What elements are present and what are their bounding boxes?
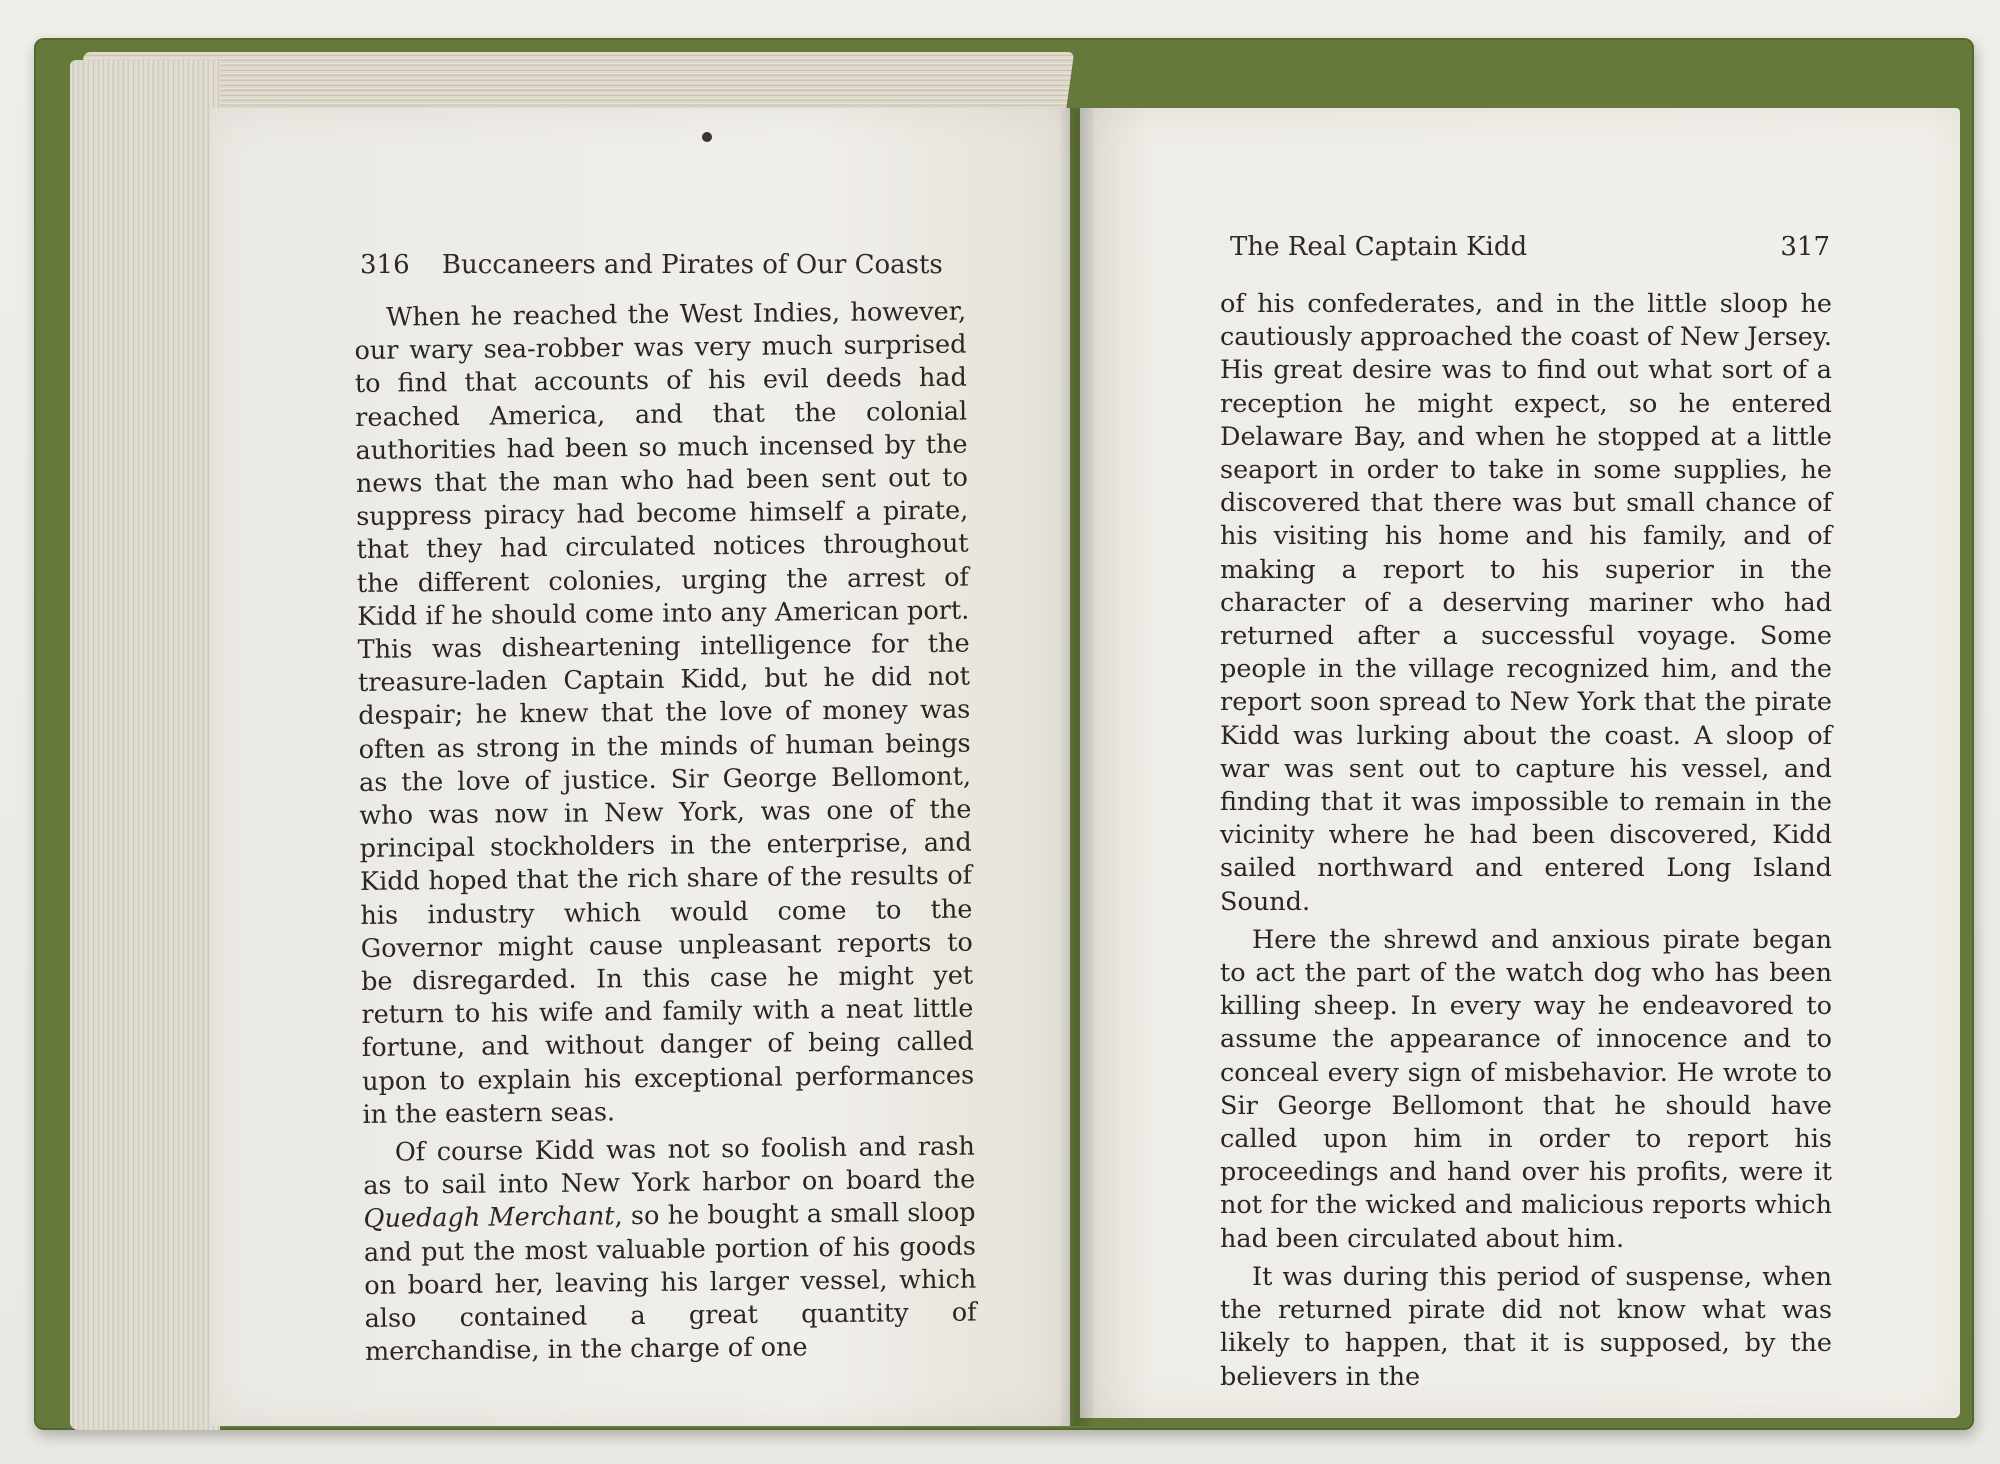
- paragraph-text: Of course Kidd was not so foolish and rash as to sail into New York harbor on board the: [363, 1131, 976, 1202]
- paragraph: of his confederates, and in the little sloop he cautiously approached the coast of New Jersey. His great desire was to find out what sort of a reception he might expect, so he entered Delaware Bay, and when he stopped at a little seaport in order to take in some supplies, he discovered that there was but small chance of his visiting his home and his family, and of making a report to his superior in the character of a deserving mariner who had returned after a successful voyage. Some people in the village recognized him, and the report soon spread to New York that the pirate Kidd was lurking about the coast. A sloop of war was sent out to capture his vessel, and finding that it was impossible to remain in the vicinity where he had been discovered, Kidd sailed northward and entered Long Island Sound.: [1220, 289, 1832, 917]
- left-running-head: [360, 250, 980, 280]
- right-page-number: 317: [1780, 232, 1830, 262]
- ornament-dot-icon: [702, 132, 712, 142]
- paragraph: When he reached the West Indies, however, our wary sea-robber was very much surprised to find that accounts of his evil deeds had reached America, and that the colonial authorities had been so much incensed by the news that the man who had been sent out to suppress piracy had become himself a pirate, that they had circulated notices throughout the different colonies, urging the arrest of Kidd if he should come into any American port. This was disheartening intelligence for the treasure-laden Captain Kidd, but he did not despair; he knew that the love of money was often as strong in the minds of human beings as the love of justice. Sir George Bellomont, who was now in New York, was one of the principal stockholders in the enterprise, and Kidd hoped that the rich share of the results of his industry which would come to the Governor might cause unpleasant reports to be disregarded. In this case he might yet return to his wife and family with a neat little fortune, and without danger of being called upon to explain his exceptional performances in the eastern seas.: [354, 296, 975, 1130]
- paragraph: Here the shrewd and anxious pirate began to act the part of the watch dog who has been killing sheep. In every way he endeavored to assume the appearance of innocence and to conceal every sign of misbehavior. He wrote to Sir George Bellomont that he should have called upon him in order to report his proceedings and hand over his profits, were it not for the wicked and malicious reports which had been circulated about him.: [1220, 924, 1832, 1254]
- left-text-column: [354, 296, 977, 1375]
- page-stack-edge: [70, 60, 220, 1430]
- right-text-column: [1220, 288, 1832, 1399]
- paragraph: [363, 1131, 977, 1370]
- book-gutter: [1060, 108, 1094, 1426]
- ship-name: Quedagh Merchant: [363, 1201, 615, 1235]
- paragraph: It was during this period of suspense, when the returned pirate did not know what was likely to happen, that it is supposed, by the believers in the: [1220, 1261, 1832, 1392]
- left-page-number: 316: [360, 250, 410, 280]
- right-running-title: The Real Captain Kidd: [1230, 232, 1528, 262]
- left-running-title: Buccaneers and Pirates of Our Coasts: [441, 250, 943, 280]
- right-running-head: [1230, 232, 1830, 262]
- paragraph-text: , so he bought a small sloop and put the most valuable portion of his goods on board her, leaving his larger vessel, which also contained a great quantity of merchandise, in the charge of one: [363, 1198, 977, 1368]
- page-stack-top: [76, 52, 1074, 112]
